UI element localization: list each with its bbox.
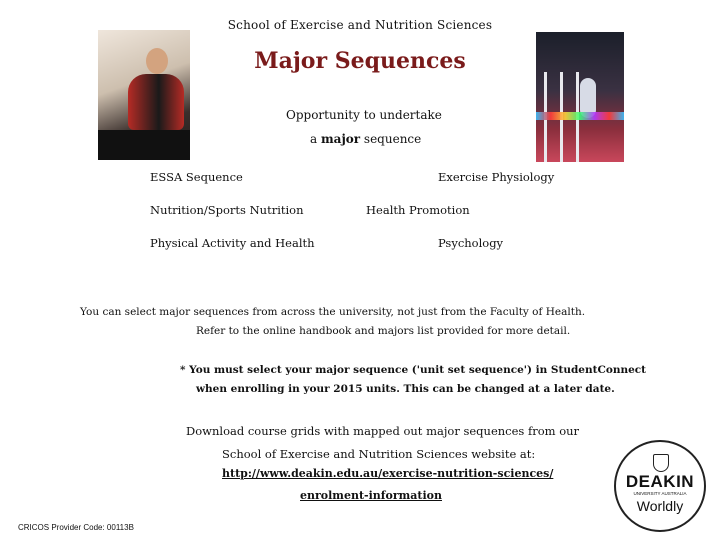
logo-subtitle: UNIVERSITY AUSTRALIA bbox=[633, 491, 687, 496]
intro-line-1: Opportunity to undertake bbox=[286, 108, 442, 122]
download-line-1: Download course grids with mapped out major sequences from our bbox=[186, 424, 580, 438]
website-link-part-2[interactable]: enrolment-information bbox=[300, 489, 442, 502]
sequence-psychology: Psychology bbox=[438, 236, 504, 250]
school-name: School of Exercise and Nutrition Sciences bbox=[227, 18, 493, 32]
must-select-line-2: when enrolling in your 2015 units. This can be changed at a later date. bbox=[196, 383, 615, 395]
intro-line-2: a major sequence bbox=[310, 132, 422, 146]
crest-icon bbox=[653, 454, 669, 472]
note-line-2: Refer to the online handbook and majors list provided for more detail. bbox=[196, 325, 571, 337]
treadmill-photo bbox=[536, 32, 624, 162]
sequence-physical-activity: Physical Activity and Health bbox=[150, 236, 315, 250]
must-select-line-1: * You must select your major sequence ('unit set sequence') in StudentConnect bbox=[180, 364, 647, 376]
download-line-2: School of Exercise and Nutrition Sciences website at: bbox=[222, 447, 536, 461]
cyclist-photo bbox=[98, 30, 190, 160]
sequence-exercise-physiology: Exercise Physiology bbox=[438, 170, 555, 184]
logo-tagline: Worldly bbox=[636, 498, 684, 514]
logo-brand: DEAKIN bbox=[625, 472, 695, 491]
website-link-part-1[interactable]: http://www.deakin.edu.au/exercise-nutrition-sciences/ bbox=[222, 467, 554, 480]
sequence-essa: ESSA Sequence bbox=[150, 170, 243, 184]
deakin-logo bbox=[614, 440, 706, 532]
page-title: Major Sequences bbox=[254, 48, 466, 74]
cricos-code: CRICOS Provider Code: 00113B bbox=[18, 523, 134, 532]
sequence-nutrition: Nutrition/Sports Nutrition bbox=[150, 203, 304, 217]
sequence-health-promotion: Health Promotion bbox=[366, 203, 470, 217]
note-line-1: You can select major sequences from across the university, not just from the Faculty of Health. bbox=[80, 306, 586, 318]
